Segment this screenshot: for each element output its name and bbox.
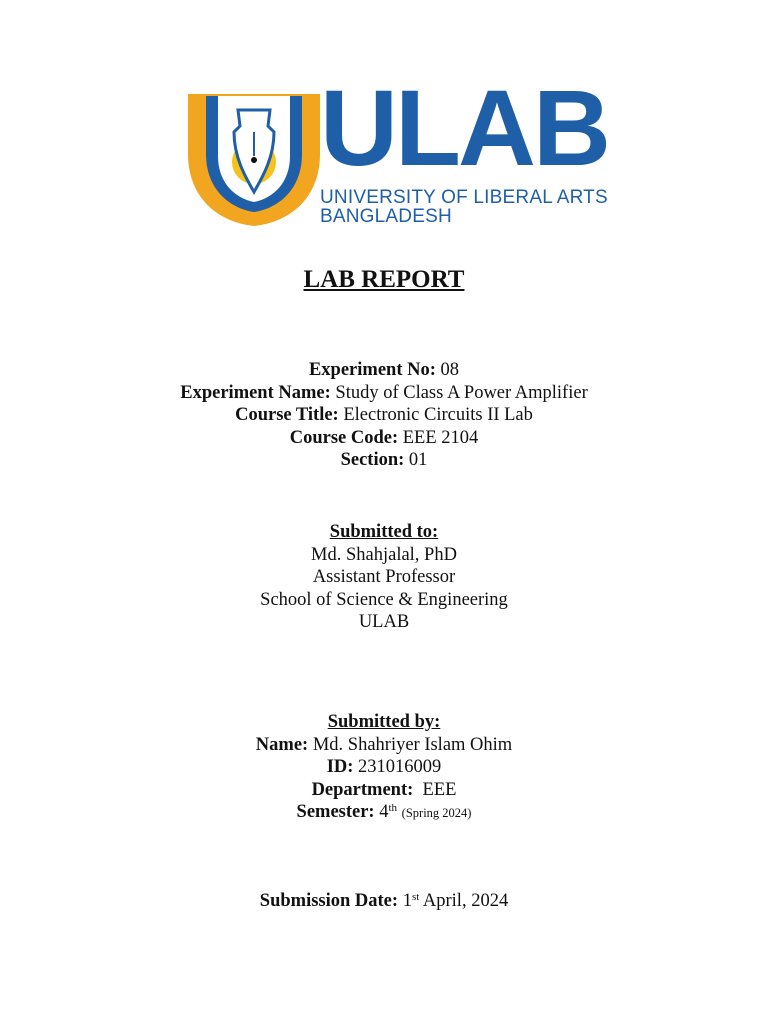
experiment-no-label: Experiment No: xyxy=(308,360,436,380)
logo-subtitle-line2: BANGLADESH xyxy=(320,206,452,227)
experiment-name-label: Experiment Name: xyxy=(180,382,331,403)
section-value: 01 xyxy=(408,450,428,470)
supervisor-school: School of Science & Engineering xyxy=(260,589,508,610)
semester-label: Semester: xyxy=(296,802,375,822)
course-code-label: Course Code: xyxy=(289,427,399,448)
supervisor-name: Md. Shahjalal, PhD xyxy=(311,544,457,565)
ulab-seal-icon xyxy=(186,92,322,228)
submitted-to-block xyxy=(0,521,768,634)
department-label: Department: xyxy=(311,779,414,800)
supervisor-designation: Assistant Professor xyxy=(312,567,456,587)
submission-day: 1 xyxy=(402,891,412,911)
submission-date-rest: April, 2024 xyxy=(422,891,509,911)
submitted-by-heading: Submitted by: xyxy=(327,712,441,732)
department-value: EEE xyxy=(422,779,457,800)
course-title-label: Course Title: xyxy=(235,405,339,425)
submission-date-block xyxy=(0,890,768,913)
course-title-value: Electronic Circuits II Lab xyxy=(343,405,533,425)
semester-number: 4 xyxy=(379,802,389,822)
course-code-row xyxy=(0,427,768,450)
department-row xyxy=(0,779,768,802)
experiment-no-value: 08 xyxy=(440,360,460,380)
submission-date-row xyxy=(0,890,768,913)
experiment-name-row xyxy=(0,382,768,405)
submission-day-suffix: st xyxy=(411,891,420,903)
semester-suffix: th xyxy=(388,802,398,814)
submitted-to-heading: Submitted to: xyxy=(329,522,439,542)
supervisor-institution: ULAB xyxy=(358,612,410,632)
logo-subtitle-line1: UNIVERSITY OF LIBERAL ARTS xyxy=(320,187,608,208)
section-row xyxy=(0,449,768,472)
student-id-row xyxy=(0,756,768,779)
course-code-value: EEE 2104 xyxy=(402,427,479,448)
submitted-by-block xyxy=(0,711,768,825)
student-name-row xyxy=(0,734,768,757)
experiment-no-row xyxy=(0,359,768,382)
report-title: LAB REPORT xyxy=(303,266,465,293)
experiment-name-value: Study of Class A Power Amplifier xyxy=(335,382,588,403)
student-name-label: Name: xyxy=(255,734,309,755)
semester-note: (Spring 2024) xyxy=(401,806,472,820)
section-label: Section: xyxy=(340,450,405,470)
student-name-value: Md. Shahriyer Islam Ohim xyxy=(312,734,513,755)
student-id-value: 231016009 xyxy=(358,757,442,777)
experiment-info xyxy=(0,359,768,472)
ulab-wordmark: ULAB xyxy=(320,67,608,188)
student-id-label: ID: xyxy=(326,757,354,777)
semester-row xyxy=(0,801,768,825)
submission-date-label: Submission Date: xyxy=(259,891,399,911)
course-title-row xyxy=(0,404,768,427)
